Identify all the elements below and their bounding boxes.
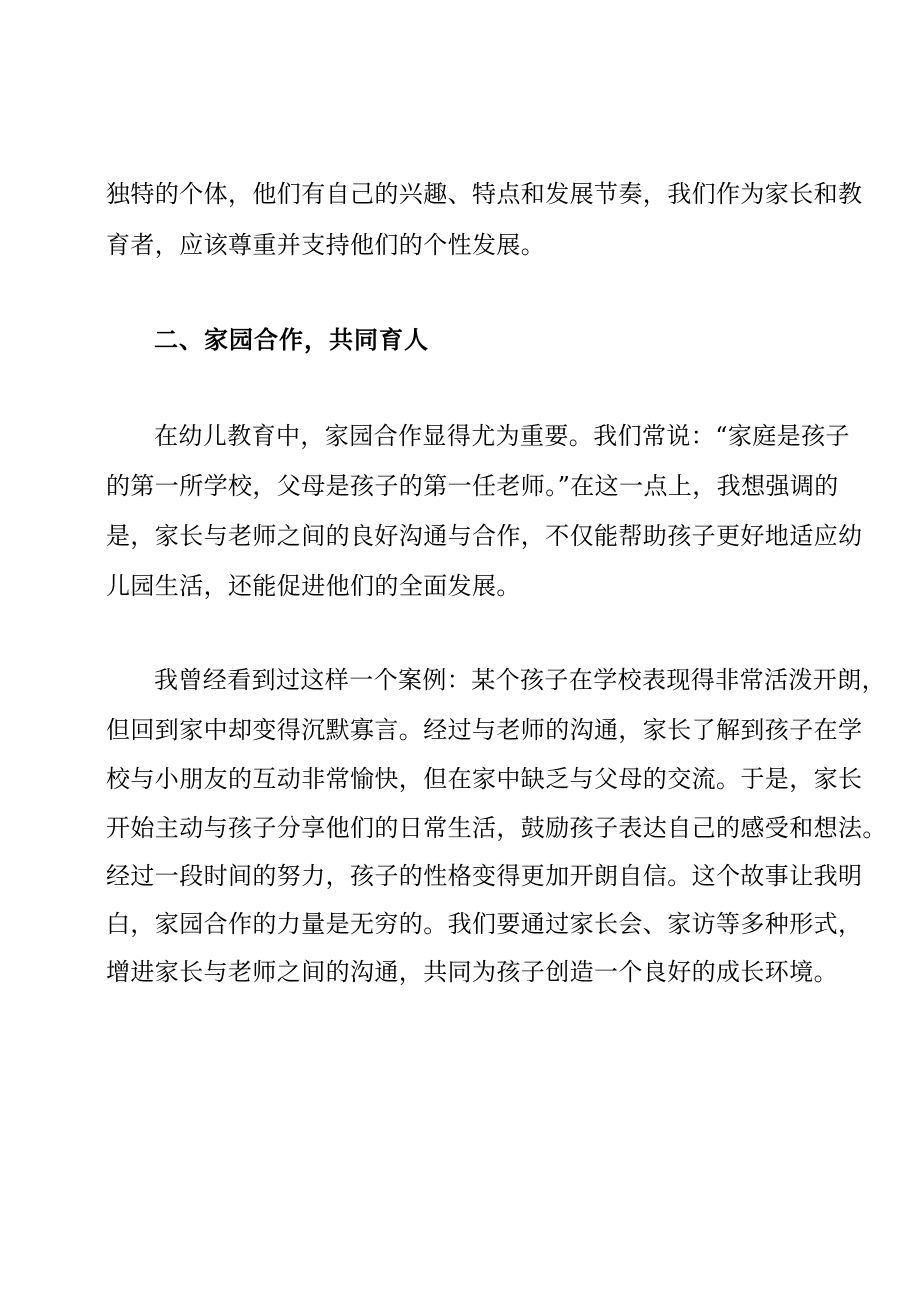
paragraph2-line: 开始主动与孩子分享他们的日常生活，鼓励孩子表达自己的感受和想法。 — [106, 814, 887, 842]
paragraph2-line: 校与小朋友的互动非常愉快，但在家中缺乏与父母的交流。于是，家长 — [106, 765, 863, 793]
paragraph1-line: 的第一所学校，父母是孩子的第一任老师。”在这一点上，我想强调的 — [106, 472, 839, 500]
paragraph1-line: 在幼儿教育中，家园合作显得尤为重要。我们常说：“家庭是孩子 — [154, 422, 850, 450]
paragraph1-line: 儿园生活，还能促进他们的全面发展。 — [106, 572, 521, 600]
paragraph2-line: 白，家园合作的力量是无穷的。我们要通过家长会、家访等多种形式， — [106, 910, 863, 938]
paragraph2-line: 但回到家中却变得沉默寡言。经过与老师的沟通，家长了解到孩子在学 — [106, 716, 863, 744]
intro-line: 独特的个体，他们有自己的兴趣、特点和发展节奏，我们作为家长和教 — [106, 180, 863, 208]
section-heading: 二、家园合作，共同育人 — [154, 325, 429, 354]
intro-line: 育者，应该尊重并支持他们的个性发展。 — [106, 231, 546, 259]
paragraph1-line: 是，家长与老师之间的良好沟通与合作，不仅能帮助孩子更好地适应幼 — [106, 522, 863, 550]
paragraph2-line: 增进家长与老师之间的沟通，共同为孩子创造一个良好的成长环境。 — [106, 958, 838, 986]
paragraph2-line: 我曾经看到过这样一个案例：某个孩子在学校表现得非常活泼开朗， — [154, 666, 886, 694]
paragraph2-line: 经过一段时间的努力，孩子的性格变得更加开朗自信。这个故事让我明 — [106, 862, 863, 890]
